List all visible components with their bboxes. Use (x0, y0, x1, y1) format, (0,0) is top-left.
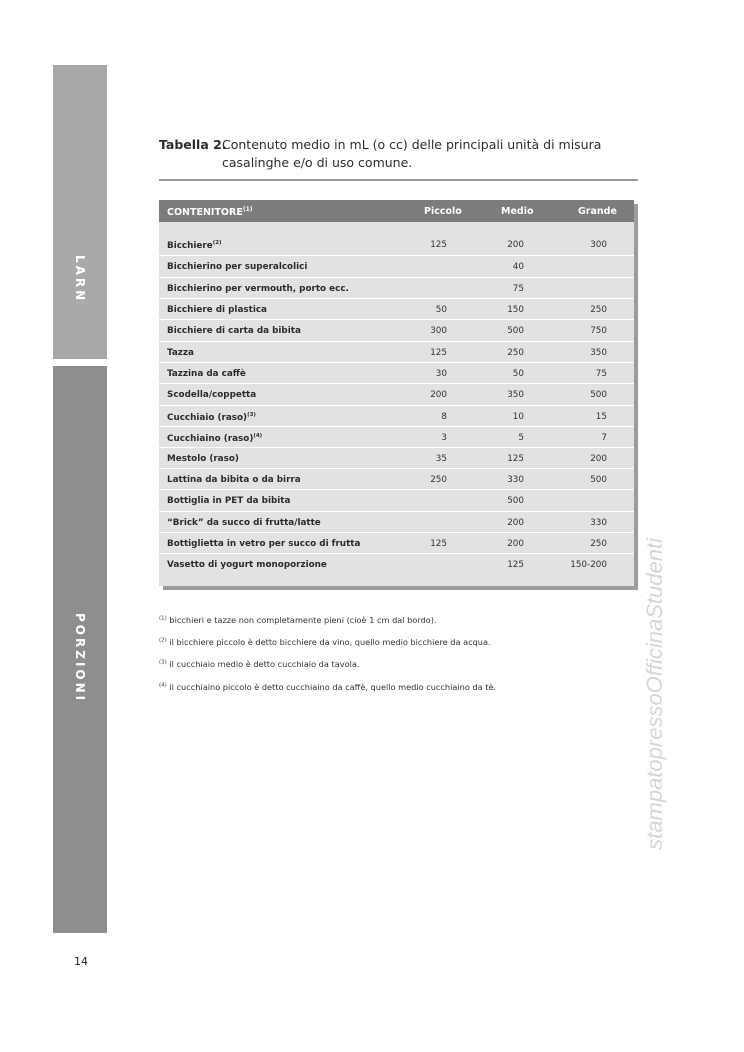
header-small: Piccolo (424, 206, 462, 217)
caption-text: Contenuto medio in mL (o cc) delle principali unità di misura casalinghe e/o di uso comune. (222, 137, 602, 170)
table-row (159, 341, 634, 363)
table-row (159, 405, 634, 427)
footnote: $^{(4)}$ il cucchiaino piccolo è detto cucchiaino da caffè, quello medio cucchiaino da tè. (159, 682, 497, 692)
row-small: 50 (435, 305, 447, 315)
table-row (159, 532, 634, 554)
table-header (159, 200, 634, 222)
row-name: “Brick” da succo di frutta/latte (167, 518, 321, 528)
caption-divider (159, 179, 638, 181)
row-name: Bicchiere$^{(2)}$ (167, 240, 222, 251)
row-small: 300 (430, 326, 447, 336)
row-medium: 150 (507, 305, 524, 315)
row-medium: 125 (507, 560, 524, 570)
row-small: 125 (430, 539, 447, 549)
measures-table (159, 200, 634, 586)
header-medium: Medio (501, 206, 534, 217)
footnote: $^{(3)}$ il cucchiaio medio è detto cucchiaio da tavola. (159, 659, 360, 669)
side-tab-porzioni-label: PORZIONI (73, 613, 87, 704)
row-medium: 200 (507, 539, 524, 549)
watermark (642, 538, 682, 918)
table-row (159, 553, 634, 575)
row-medium: 200 (507, 240, 524, 250)
row-medium: 500 (507, 496, 524, 506)
row-large: 350 (590, 348, 607, 358)
row-medium: 350 (507, 390, 524, 400)
table-row (159, 383, 634, 405)
row-name: Tazzina da caffè (167, 369, 246, 379)
row-name: Cucchiaio (raso)$^{(3)}$ (167, 412, 256, 423)
watermark-text: stampatopressoOfficinaStudenti (642, 538, 667, 850)
row-large: 300 (590, 240, 607, 250)
row-small: 30 (435, 369, 447, 379)
row-name: Scodella/coppetta (167, 390, 257, 400)
row-medium: 200 (507, 518, 524, 528)
side-tab-larn-label: LARN (73, 255, 87, 304)
row-medium: 10 (512, 412, 524, 422)
row-large: 15 (595, 412, 607, 422)
row-name: Vasetto di yogurt monoporzione (167, 560, 327, 570)
row-small: 200 (430, 390, 447, 400)
table-row (159, 362, 634, 384)
row-name: Bicchierino per vermouth, porto ecc. (167, 284, 349, 294)
header-container: CONTENITORE$^{(1)}$ (167, 206, 253, 219)
row-name: Tazza (167, 348, 194, 358)
table-row (159, 255, 634, 277)
caption-label: Tabella 2. (159, 137, 227, 152)
row-large: 200 (590, 454, 607, 464)
row-name: Lattina da bibita o da birra (167, 475, 301, 485)
row-medium: 500 (507, 326, 524, 336)
table-row (159, 447, 634, 469)
footnote: $^{(1)}$ bicchieri e tazze non completamente pieni (cioè 1 cm dal bordo). (159, 615, 437, 625)
row-name: Bottiglia in PET da bibita (167, 496, 291, 506)
table-row (159, 298, 634, 320)
row-medium: 250 (507, 348, 524, 358)
row-large: 330 (590, 518, 607, 528)
row-large: 500 (590, 475, 607, 485)
row-medium: 75 (512, 284, 524, 294)
row-small: 250 (430, 475, 447, 485)
row-large: 7 (601, 433, 607, 443)
table-row (159, 277, 634, 299)
row-medium: 125 (507, 454, 524, 464)
row-large: 250 (590, 305, 607, 315)
row-large: 250 (590, 539, 607, 549)
row-large: 75 (595, 369, 607, 379)
row-name: Bottiglietta in vetro per succo di frutta (167, 539, 361, 549)
row-medium: 330 (507, 475, 524, 485)
row-name: Bicchiere di carta da bibita (167, 326, 301, 336)
row-large: 150-200 (570, 560, 607, 570)
row-name: Bicchiere di plastica (167, 305, 267, 315)
row-name: Cucchiaino (raso)$^{(4)}$ (167, 433, 263, 444)
table-row (159, 489, 634, 511)
header-large: Grande (578, 206, 617, 217)
row-small: 125 (430, 240, 447, 250)
page-number: 14 (74, 955, 88, 968)
row-small: 8 (441, 412, 447, 422)
row-name: Mestolo (raso) (167, 454, 239, 464)
side-tab-larn (53, 65, 107, 359)
table-row (159, 319, 634, 341)
row-large: 500 (590, 390, 607, 400)
table-row (159, 511, 634, 533)
side-tab-porzioni (53, 366, 107, 933)
table-caption (159, 136, 649, 170)
row-small: 125 (430, 348, 447, 358)
row-small: 35 (435, 454, 447, 464)
row-name: Bicchierino per superalcolici (167, 262, 308, 272)
table-row (159, 234, 634, 255)
footnote: $^{(2)}$ il bicchiere piccolo è detto bicchiere da vino, quello medio bicchiere da acqua. (159, 637, 491, 647)
row-small: 3 (441, 433, 447, 443)
table-row (159, 426, 634, 448)
row-medium: 50 (512, 369, 524, 379)
row-medium: 40 (512, 262, 524, 272)
table-row (159, 468, 634, 490)
row-medium: 5 (518, 433, 524, 443)
row-large: 750 (590, 326, 607, 336)
